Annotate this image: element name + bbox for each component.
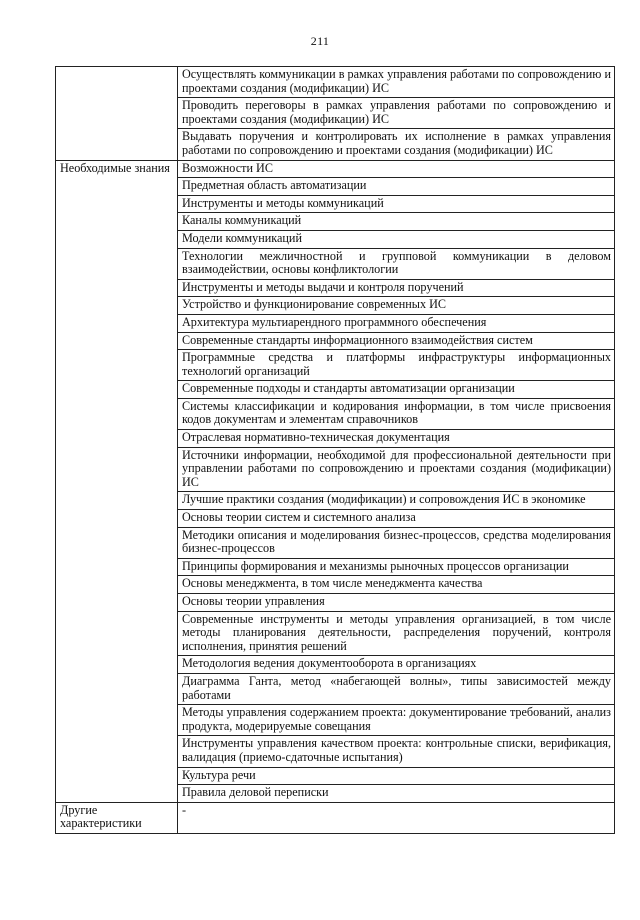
section-item: Архитектура мультиарендного программного обеспечения (178, 314, 615, 332)
section-item: Осуществлять коммуникации в рамках управления работами по сопровождению и проектами создания (модификации) ИС (178, 67, 615, 98)
table-row (56, 160, 615, 178)
section-item: Основы менеджмента, в том числе менеджмента качества (178, 576, 615, 594)
section-item: Современные стандарты информационного взаимодействия систем (178, 332, 615, 350)
section-item: Предметная область автоматизации (178, 178, 615, 196)
section-item: Программные средства и платформы инфраструктуры информационных технологий организаций (178, 350, 615, 381)
section-item: - (178, 802, 615, 833)
competency-table (55, 66, 615, 834)
section-item: Каналы коммуникаций (178, 213, 615, 231)
section-label (56, 67, 178, 161)
section-item: Системы классификации и кодирования информации, в том числе присвоения кодов документам и элементам справочников (178, 398, 615, 429)
section-item: Правила деловой переписки (178, 785, 615, 803)
section-item: Отраслевая нормативно-техническая документация (178, 430, 615, 448)
section-item: Принципы формирования и механизмы рыночных процессов организации (178, 558, 615, 576)
section-item: Проводить переговоры в рамках управления работами по сопровождению и проектами создания (модификации) ИС (178, 98, 615, 129)
page-number: 211 (310, 34, 330, 48)
section-item: Технологии межличностной и групповой коммуникации в деловом взаимодействии, основы конфликтологии (178, 248, 615, 279)
section-item: Инструменты управления качеством проекта: контрольные списки, верификация, валидация (приемо-сдаточные испытания) (178, 736, 615, 767)
section-item: Диаграмма Ганта, метод «набегающей волны», типы зависимостей между работами (178, 673, 615, 704)
table-row (56, 802, 615, 833)
section-item: Возможности ИС (178, 160, 615, 178)
section-item: Модели коммуникаций (178, 230, 615, 248)
section-item: Инструменты и методы выдачи и контроля поручений (178, 279, 615, 297)
section-item: Культура речи (178, 767, 615, 785)
section-item: Современные инструменты и методы управления организацией, в том числе методы планирования деятельности, распределения поручений, контроля исполнения, принятия решений (178, 611, 615, 656)
section-item: Основы теории систем и системного анализа (178, 510, 615, 528)
section-label: Необходимые знания (56, 160, 178, 802)
section-item: Устройство и функционирование современных ИС (178, 297, 615, 315)
section-item: Источники информации, необходимой для профессиональной деятельности при управлении работами по сопровождению и проектами создания (модификации) ИС (178, 447, 615, 492)
section-label: Другие характеристики (56, 802, 178, 833)
section-item: Методики описания и моделирования бизнес-процессов, средства моделирования бизнес-процессов (178, 527, 615, 558)
section-item: Основы теории управления (178, 594, 615, 612)
section-item: Лучшие практики создания (модификации) и сопровождения ИС в экономике (178, 492, 615, 510)
section-item: Методология ведения документооборота в организациях (178, 656, 615, 674)
section-item: Методы управления содержанием проекта: документирование требований, анализ продукта, модерируемые совещания (178, 705, 615, 736)
section-item: Современные подходы и стандарты автоматизации организации (178, 381, 615, 399)
table-row (56, 67, 615, 98)
section-item: Выдавать поручения и контролировать их исполнение в рамках управления работами по сопровождению и проектами создания (модификации) ИС (178, 129, 615, 160)
section-item: Инструменты и методы коммуникаций (178, 195, 615, 213)
